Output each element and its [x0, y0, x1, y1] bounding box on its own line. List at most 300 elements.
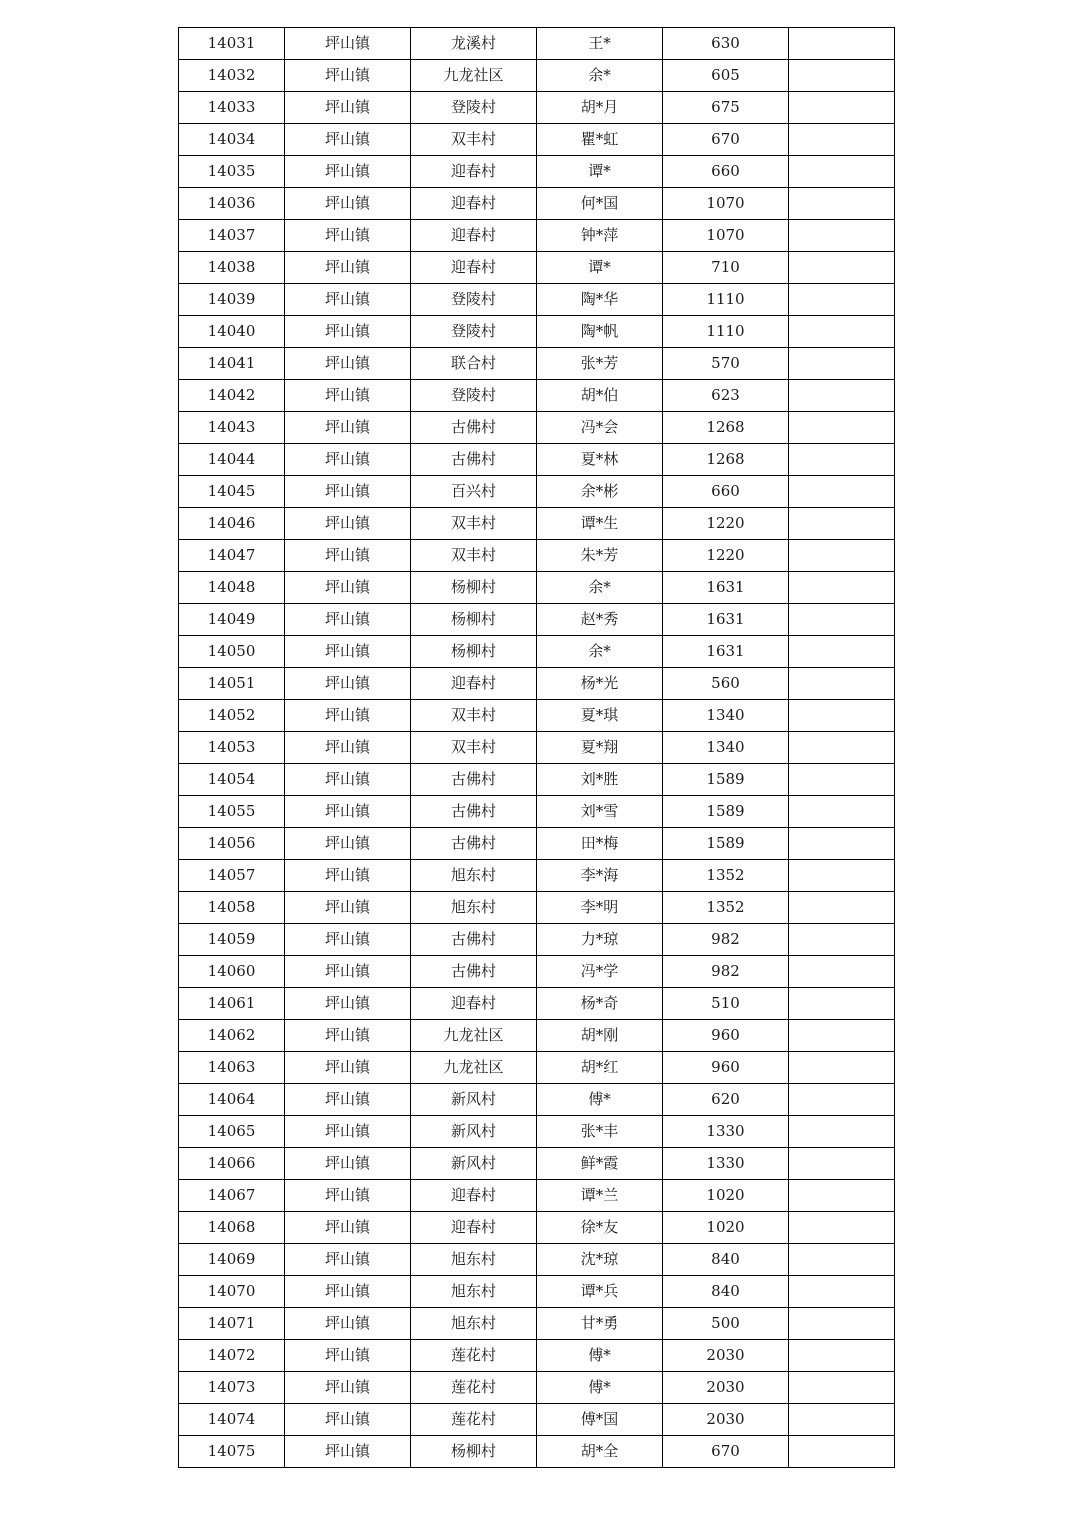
cell-serial-number: 14033 — [179, 92, 285, 124]
data-table — [178, 27, 895, 1468]
cell-serial-number: 14055 — [179, 796, 285, 828]
cell-amount: 670 — [663, 124, 789, 156]
cell-town: 坪山镇 — [285, 1084, 411, 1116]
table-row — [179, 1180, 895, 1212]
cell-note — [789, 1116, 895, 1148]
cell-person-name: 胡*红 — [537, 1052, 663, 1084]
cell-amount: 1220 — [663, 540, 789, 572]
cell-town: 坪山镇 — [285, 1308, 411, 1340]
cell-note — [789, 1404, 895, 1436]
cell-serial-number: 14052 — [179, 700, 285, 732]
cell-person-name: 夏*翔 — [537, 732, 663, 764]
cell-village: 双丰村 — [411, 508, 537, 540]
cell-town: 坪山镇 — [285, 220, 411, 252]
cell-town: 坪山镇 — [285, 1020, 411, 1052]
cell-person-name: 胡*刚 — [537, 1020, 663, 1052]
table-row — [179, 700, 895, 732]
cell-town: 坪山镇 — [285, 380, 411, 412]
table-row — [179, 1116, 895, 1148]
cell-note — [789, 572, 895, 604]
table-row — [179, 540, 895, 572]
cell-town: 坪山镇 — [285, 604, 411, 636]
cell-serial-number: 14046 — [179, 508, 285, 540]
cell-note — [789, 1308, 895, 1340]
cell-amount: 623 — [663, 380, 789, 412]
cell-serial-number: 14045 — [179, 476, 285, 508]
cell-village: 莲花村 — [411, 1404, 537, 1436]
cell-note — [789, 348, 895, 380]
table-row — [179, 60, 895, 92]
cell-town: 坪山镇 — [285, 60, 411, 92]
cell-town: 坪山镇 — [285, 1212, 411, 1244]
cell-village: 九龙社区 — [411, 1052, 537, 1084]
cell-village: 新风村 — [411, 1084, 537, 1116]
cell-person-name: 田*梅 — [537, 828, 663, 860]
cell-town: 坪山镇 — [285, 476, 411, 508]
cell-amount: 1589 — [663, 828, 789, 860]
cell-person-name: 张*芳 — [537, 348, 663, 380]
cell-village: 迎春村 — [411, 252, 537, 284]
cell-town: 坪山镇 — [285, 1116, 411, 1148]
cell-town: 坪山镇 — [285, 1340, 411, 1372]
cell-note — [789, 700, 895, 732]
cell-amount: 840 — [663, 1244, 789, 1276]
cell-amount: 1352 — [663, 892, 789, 924]
cell-person-name: 王* — [537, 28, 663, 60]
cell-village: 迎春村 — [411, 668, 537, 700]
cell-note — [789, 284, 895, 316]
cell-village: 古佛村 — [411, 924, 537, 956]
cell-note — [789, 1372, 895, 1404]
cell-amount: 500 — [663, 1308, 789, 1340]
cell-town: 坪山镇 — [285, 1244, 411, 1276]
table-row — [179, 1084, 895, 1116]
cell-amount: 670 — [663, 1436, 789, 1468]
cell-village: 迎春村 — [411, 188, 537, 220]
cell-person-name: 谭*生 — [537, 508, 663, 540]
cell-village: 登陵村 — [411, 284, 537, 316]
cell-serial-number: 14064 — [179, 1084, 285, 1116]
cell-town: 坪山镇 — [285, 316, 411, 348]
table-row — [179, 444, 895, 476]
cell-amount: 1330 — [663, 1116, 789, 1148]
cell-amount: 1110 — [663, 316, 789, 348]
cell-serial-number: 14037 — [179, 220, 285, 252]
cell-note — [789, 316, 895, 348]
cell-serial-number: 14065 — [179, 1116, 285, 1148]
cell-village: 旭东村 — [411, 1276, 537, 1308]
table-row — [179, 1340, 895, 1372]
table-row — [179, 732, 895, 764]
table-row — [179, 1372, 895, 1404]
cell-serial-number: 14059 — [179, 924, 285, 956]
cell-serial-number: 14073 — [179, 1372, 285, 1404]
cell-village: 古佛村 — [411, 956, 537, 988]
cell-town: 坪山镇 — [285, 1180, 411, 1212]
cell-person-name: 鲜*霞 — [537, 1148, 663, 1180]
cell-village: 龙溪村 — [411, 28, 537, 60]
cell-person-name: 刘*雪 — [537, 796, 663, 828]
cell-person-name: 胡*伯 — [537, 380, 663, 412]
cell-village: 古佛村 — [411, 444, 537, 476]
cell-town: 坪山镇 — [285, 1372, 411, 1404]
cell-village: 迎春村 — [411, 220, 537, 252]
table-row — [179, 316, 895, 348]
cell-note — [789, 732, 895, 764]
cell-person-name: 冯*学 — [537, 956, 663, 988]
cell-town: 坪山镇 — [285, 508, 411, 540]
cell-person-name: 李*明 — [537, 892, 663, 924]
cell-person-name: 刘*胜 — [537, 764, 663, 796]
cell-serial-number: 14054 — [179, 764, 285, 796]
table-row — [179, 1148, 895, 1180]
cell-village: 双丰村 — [411, 732, 537, 764]
cell-village: 迎春村 — [411, 1212, 537, 1244]
table-row — [179, 796, 895, 828]
cell-town: 坪山镇 — [285, 1052, 411, 1084]
table-body — [179, 28, 895, 1468]
cell-note — [789, 412, 895, 444]
cell-note — [789, 1052, 895, 1084]
cell-serial-number: 14043 — [179, 412, 285, 444]
cell-town: 坪山镇 — [285, 956, 411, 988]
cell-person-name: 杨*光 — [537, 668, 663, 700]
table-row — [179, 1308, 895, 1340]
cell-village: 杨柳村 — [411, 604, 537, 636]
cell-note — [789, 1020, 895, 1052]
cell-town: 坪山镇 — [285, 828, 411, 860]
cell-amount: 1020 — [663, 1212, 789, 1244]
table-row — [179, 572, 895, 604]
cell-town: 坪山镇 — [285, 348, 411, 380]
cell-person-name: 胡*月 — [537, 92, 663, 124]
cell-amount: 1589 — [663, 796, 789, 828]
cell-village: 登陵村 — [411, 92, 537, 124]
cell-town: 坪山镇 — [285, 892, 411, 924]
cell-amount: 840 — [663, 1276, 789, 1308]
cell-village: 旭东村 — [411, 1308, 537, 1340]
cell-serial-number: 14067 — [179, 1180, 285, 1212]
cell-note — [789, 1148, 895, 1180]
cell-note — [789, 540, 895, 572]
cell-serial-number: 14031 — [179, 28, 285, 60]
table-row — [179, 1212, 895, 1244]
cell-village: 双丰村 — [411, 700, 537, 732]
cell-serial-number: 14036 — [179, 188, 285, 220]
cell-amount: 1631 — [663, 572, 789, 604]
cell-person-name: 余* — [537, 60, 663, 92]
table-row — [179, 924, 895, 956]
cell-person-name: 钟*萍 — [537, 220, 663, 252]
cell-amount: 1070 — [663, 220, 789, 252]
table-row — [179, 348, 895, 380]
table-row — [179, 668, 895, 700]
table-row — [179, 892, 895, 924]
table-row — [179, 764, 895, 796]
cell-village: 九龙社区 — [411, 1020, 537, 1052]
cell-town: 坪山镇 — [285, 572, 411, 604]
cell-note — [789, 60, 895, 92]
cell-serial-number: 14058 — [179, 892, 285, 924]
cell-amount: 960 — [663, 1052, 789, 1084]
cell-village: 古佛村 — [411, 764, 537, 796]
cell-note — [789, 92, 895, 124]
cell-person-name: 冯*会 — [537, 412, 663, 444]
cell-note — [789, 252, 895, 284]
cell-amount: 1070 — [663, 188, 789, 220]
cell-amount: 630 — [663, 28, 789, 60]
cell-person-name: 胡*全 — [537, 1436, 663, 1468]
cell-town: 坪山镇 — [285, 188, 411, 220]
cell-note — [789, 1244, 895, 1276]
cell-serial-number: 14060 — [179, 956, 285, 988]
cell-amount: 675 — [663, 92, 789, 124]
cell-serial-number: 14035 — [179, 156, 285, 188]
cell-person-name: 谭* — [537, 156, 663, 188]
cell-town: 坪山镇 — [285, 860, 411, 892]
cell-person-name: 傅* — [537, 1084, 663, 1116]
cell-person-name: 余* — [537, 572, 663, 604]
cell-amount: 620 — [663, 1084, 789, 1116]
cell-amount: 1268 — [663, 412, 789, 444]
cell-amount: 660 — [663, 476, 789, 508]
cell-village: 杨柳村 — [411, 1436, 537, 1468]
table-row — [179, 636, 895, 668]
cell-serial-number: 14042 — [179, 380, 285, 412]
cell-person-name: 夏*林 — [537, 444, 663, 476]
cell-amount: 2030 — [663, 1340, 789, 1372]
cell-serial-number: 14057 — [179, 860, 285, 892]
cell-note — [789, 1436, 895, 1468]
table-row — [179, 380, 895, 412]
cell-town: 坪山镇 — [285, 284, 411, 316]
cell-note — [789, 508, 895, 540]
cell-note — [789, 668, 895, 700]
cell-village: 莲花村 — [411, 1340, 537, 1372]
cell-town: 坪山镇 — [285, 796, 411, 828]
cell-serial-number: 14039 — [179, 284, 285, 316]
cell-village: 旭东村 — [411, 860, 537, 892]
table-row — [179, 188, 895, 220]
cell-village: 旭东村 — [411, 892, 537, 924]
cell-note — [789, 156, 895, 188]
cell-amount: 1268 — [663, 444, 789, 476]
cell-person-name: 瞿*虹 — [537, 124, 663, 156]
cell-town: 坪山镇 — [285, 444, 411, 476]
cell-amount: 1220 — [663, 508, 789, 540]
table-row — [179, 860, 895, 892]
cell-serial-number: 14069 — [179, 1244, 285, 1276]
cell-serial-number: 14050 — [179, 636, 285, 668]
cell-person-name: 夏*琪 — [537, 700, 663, 732]
cell-town: 坪山镇 — [285, 412, 411, 444]
cell-amount: 570 — [663, 348, 789, 380]
table-row — [179, 220, 895, 252]
cell-note — [789, 796, 895, 828]
cell-person-name: 李*海 — [537, 860, 663, 892]
cell-note — [789, 764, 895, 796]
cell-village: 双丰村 — [411, 124, 537, 156]
cell-note — [789, 1180, 895, 1212]
cell-amount: 1631 — [663, 604, 789, 636]
cell-serial-number: 14072 — [179, 1340, 285, 1372]
cell-amount: 1340 — [663, 732, 789, 764]
cell-serial-number: 14068 — [179, 1212, 285, 1244]
table-row — [179, 508, 895, 540]
cell-town: 坪山镇 — [285, 924, 411, 956]
cell-village: 联合村 — [411, 348, 537, 380]
cell-person-name: 傅* — [537, 1340, 663, 1372]
cell-person-name: 傅*国 — [537, 1404, 663, 1436]
cell-town: 坪山镇 — [285, 1436, 411, 1468]
cell-person-name: 谭* — [537, 252, 663, 284]
cell-amount: 1110 — [663, 284, 789, 316]
table-row — [179, 124, 895, 156]
cell-note — [789, 1340, 895, 1372]
cell-amount: 1589 — [663, 764, 789, 796]
cell-person-name: 徐*友 — [537, 1212, 663, 1244]
cell-amount: 982 — [663, 924, 789, 956]
cell-village: 古佛村 — [411, 828, 537, 860]
table-row — [179, 1052, 895, 1084]
cell-person-name: 何*国 — [537, 188, 663, 220]
cell-town: 坪山镇 — [285, 540, 411, 572]
table-row — [179, 252, 895, 284]
cell-amount: 1631 — [663, 636, 789, 668]
cell-note — [789, 1084, 895, 1116]
cell-serial-number: 14051 — [179, 668, 285, 700]
table-row — [179, 1436, 895, 1468]
cell-town: 坪山镇 — [285, 1404, 411, 1436]
cell-amount: 560 — [663, 668, 789, 700]
cell-serial-number: 14038 — [179, 252, 285, 284]
cell-person-name: 陶*帆 — [537, 316, 663, 348]
cell-person-name: 甘*勇 — [537, 1308, 663, 1340]
cell-note — [789, 28, 895, 60]
table-row — [179, 28, 895, 60]
cell-note — [789, 956, 895, 988]
table-row — [179, 988, 895, 1020]
cell-town: 坪山镇 — [285, 764, 411, 796]
cell-person-name: 余*彬 — [537, 476, 663, 508]
cell-note — [789, 1276, 895, 1308]
cell-person-name: 杨*奇 — [537, 988, 663, 1020]
cell-village: 杨柳村 — [411, 636, 537, 668]
cell-town: 坪山镇 — [285, 252, 411, 284]
cell-village: 迎春村 — [411, 156, 537, 188]
cell-amount: 1352 — [663, 860, 789, 892]
cell-town: 坪山镇 — [285, 92, 411, 124]
cell-person-name: 谭*兰 — [537, 1180, 663, 1212]
cell-amount: 1330 — [663, 1148, 789, 1180]
cell-village: 登陵村 — [411, 316, 537, 348]
cell-person-name: 陶*华 — [537, 284, 663, 316]
cell-village: 新风村 — [411, 1116, 537, 1148]
cell-village: 百兴村 — [411, 476, 537, 508]
cell-village: 古佛村 — [411, 796, 537, 828]
table-row — [179, 1276, 895, 1308]
table-row — [179, 828, 895, 860]
cell-amount: 710 — [663, 252, 789, 284]
cell-serial-number: 14066 — [179, 1148, 285, 1180]
cell-village: 迎春村 — [411, 988, 537, 1020]
cell-town: 坪山镇 — [285, 700, 411, 732]
cell-town: 坪山镇 — [285, 732, 411, 764]
cell-serial-number: 14047 — [179, 540, 285, 572]
table-row — [179, 156, 895, 188]
cell-person-name: 傅* — [537, 1372, 663, 1404]
table-row — [179, 1404, 895, 1436]
table-row — [179, 1020, 895, 1052]
cell-serial-number: 14053 — [179, 732, 285, 764]
cell-village: 旭东村 — [411, 1244, 537, 1276]
cell-note — [789, 828, 895, 860]
cell-serial-number: 14032 — [179, 60, 285, 92]
cell-serial-number: 14063 — [179, 1052, 285, 1084]
cell-village: 双丰村 — [411, 540, 537, 572]
cell-village: 杨柳村 — [411, 572, 537, 604]
cell-amount: 1020 — [663, 1180, 789, 1212]
cell-note — [789, 636, 895, 668]
cell-note — [789, 1212, 895, 1244]
cell-serial-number: 14041 — [179, 348, 285, 380]
cell-village: 古佛村 — [411, 412, 537, 444]
cell-note — [789, 924, 895, 956]
cell-note — [789, 988, 895, 1020]
cell-village: 九龙社区 — [411, 60, 537, 92]
cell-town: 坪山镇 — [285, 636, 411, 668]
cell-amount: 1340 — [663, 700, 789, 732]
cell-town: 坪山镇 — [285, 156, 411, 188]
table-row — [179, 284, 895, 316]
cell-serial-number: 14075 — [179, 1436, 285, 1468]
cell-person-name: 张*丰 — [537, 1116, 663, 1148]
cell-town: 坪山镇 — [285, 1148, 411, 1180]
cell-person-name: 沈*琼 — [537, 1244, 663, 1276]
cell-person-name: 余* — [537, 636, 663, 668]
cell-amount: 960 — [663, 1020, 789, 1052]
cell-amount: 2030 — [663, 1372, 789, 1404]
cell-village: 新风村 — [411, 1148, 537, 1180]
cell-village: 莲花村 — [411, 1372, 537, 1404]
table-row — [179, 1244, 895, 1276]
cell-serial-number: 14056 — [179, 828, 285, 860]
cell-town: 坪山镇 — [285, 124, 411, 156]
cell-serial-number: 14044 — [179, 444, 285, 476]
cell-amount: 605 — [663, 60, 789, 92]
table-row — [179, 476, 895, 508]
cell-note — [789, 476, 895, 508]
cell-town: 坪山镇 — [285, 668, 411, 700]
cell-amount: 982 — [663, 956, 789, 988]
cell-serial-number: 14048 — [179, 572, 285, 604]
cell-serial-number: 14034 — [179, 124, 285, 156]
cell-person-name: 力*琼 — [537, 924, 663, 956]
cell-person-name: 赵*秀 — [537, 604, 663, 636]
cell-serial-number: 14070 — [179, 1276, 285, 1308]
cell-serial-number: 14061 — [179, 988, 285, 1020]
cell-note — [789, 124, 895, 156]
cell-amount: 510 — [663, 988, 789, 1020]
cell-note — [789, 892, 895, 924]
cell-serial-number: 14040 — [179, 316, 285, 348]
cell-amount: 660 — [663, 156, 789, 188]
cell-note — [789, 860, 895, 892]
table-row — [179, 92, 895, 124]
cell-serial-number: 14074 — [179, 1404, 285, 1436]
cell-amount: 2030 — [663, 1404, 789, 1436]
cell-note — [789, 188, 895, 220]
